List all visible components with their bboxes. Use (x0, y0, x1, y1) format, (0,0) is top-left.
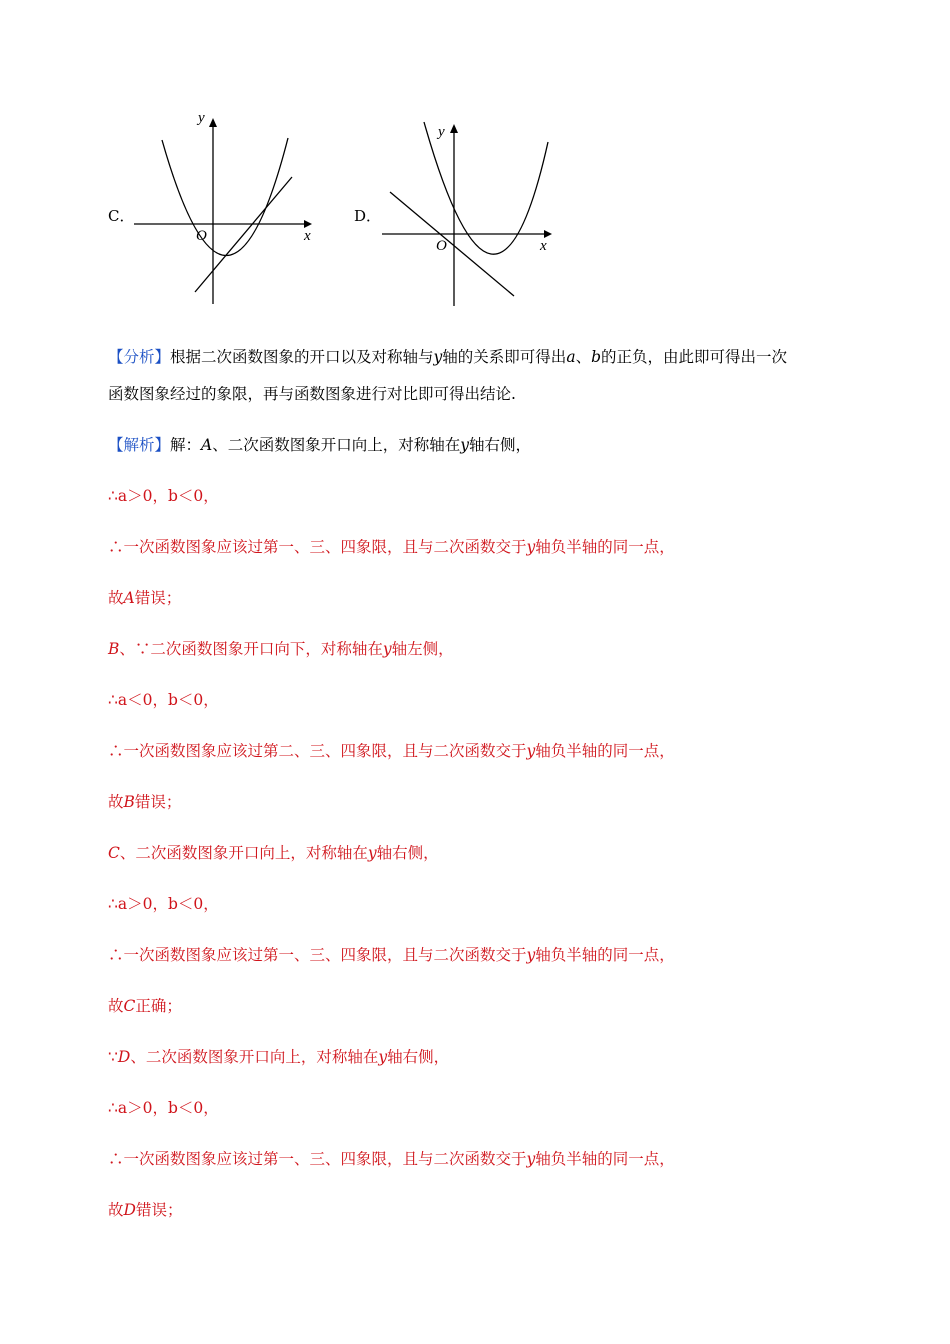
var-y: y (526, 1150, 536, 1168)
text: ∴一次函数图象应该过第一、三、四象限，且与二次函数交于 (108, 946, 527, 964)
x-axis-arrow (544, 230, 552, 238)
solution-line (108, 535, 675, 557)
var: C (123, 997, 136, 1015)
var-y: y (378, 1048, 388, 1066)
option-d-label: D． (354, 207, 382, 225)
text: ∴一次函数图象应该过第二、三、四象限，且与二次函数交于 (108, 742, 527, 760)
text: 轴右侧， (376, 844, 439, 862)
x-axis-label: x (540, 238, 547, 254)
solution-bracket-label: 【解析】 (108, 436, 171, 454)
var-y: y (382, 640, 392, 658)
solution-text: 解： (170, 436, 202, 454)
origin-label: O (436, 238, 447, 254)
var-y: y (526, 538, 536, 556)
var-y: y (367, 844, 377, 862)
text: 轴负半轴的同一点， (535, 946, 675, 964)
x-axis-arrow (304, 220, 312, 228)
solution-line: ∴a＞0，b＜0， (108, 487, 219, 505)
y-axis-arrow (450, 124, 458, 133)
option-c-label: C． (108, 207, 135, 225)
solution-text: 轴右侧， (469, 436, 532, 454)
analysis-text: 根据二次函数图象的开口以及对称轴与 (170, 348, 434, 366)
text: 轴右侧， (387, 1048, 450, 1066)
text: ∴一次函数图象应该过第一、三、四象限，且与二次函数交于 (108, 1150, 527, 1168)
text: 错误； (135, 1201, 183, 1219)
origin-label: O (196, 228, 207, 244)
solution-line (108, 790, 181, 812)
graph-d (378, 118, 568, 308)
solution-line (108, 1147, 675, 1169)
var: C (108, 844, 120, 862)
analysis-text: 轴的关系即可得出 (442, 348, 567, 366)
solution-text: 、二次函数图象开口向上，对称轴在 (212, 436, 461, 454)
solution-intro (108, 433, 531, 455)
solution-line (108, 586, 181, 608)
text: ∵ (108, 1048, 118, 1066)
text: 轴负半轴的同一点， (535, 538, 675, 556)
text: 故 (108, 997, 124, 1015)
var: A (123, 589, 135, 607)
solution-line (108, 1045, 449, 1067)
solution-line (108, 739, 675, 761)
solution-line: ∴a＞0，b＜0， (108, 895, 219, 913)
text: 故 (108, 589, 124, 607)
var: B (123, 793, 135, 811)
parabola (162, 138, 288, 256)
var-a: a (566, 348, 576, 366)
text: 轴负半轴的同一点， (535, 1150, 675, 1168)
text: 正确； (135, 997, 182, 1015)
solution-line: ∴a＞0，b＜0， (108, 1099, 219, 1117)
linear-function (195, 177, 292, 292)
var-y: y (433, 348, 443, 366)
analysis-line-1 (108, 345, 787, 367)
y-axis-label: y (198, 112, 205, 126)
text: 错误； (134, 589, 182, 607)
y-axis-arrow (209, 118, 217, 127)
graph-c (130, 112, 320, 308)
var: B (108, 640, 120, 658)
analysis-bracket-label: 【分析】 (108, 348, 171, 366)
var-A: A (201, 436, 213, 454)
var-y: y (526, 742, 536, 760)
solution-line (108, 943, 675, 965)
text: 、二次函数图象开口向上，对称轴在 (130, 1048, 379, 1066)
analysis-text: 的正负，由此即可得出一次 (601, 348, 788, 366)
text: 错误； (134, 793, 182, 811)
var-y: y (526, 946, 536, 964)
var-y: y (460, 436, 470, 454)
x-axis-label: x (304, 228, 311, 244)
var: D (123, 1201, 136, 1219)
solution-line (108, 1198, 182, 1220)
text: 、二次函数图象开口向上，对称轴在 (119, 844, 368, 862)
analysis-line-2: 函数图象经过的象限，再与函数图象进行对比即可得出结论. (108, 385, 516, 403)
solution-line (108, 994, 182, 1016)
text: ∴一次函数图象应该过第一、三、四象限，且与二次函数交于 (108, 538, 527, 556)
text: 轴左侧， (391, 640, 454, 658)
text: 轴负半轴的同一点， (535, 742, 675, 760)
text: 故 (108, 1201, 124, 1219)
linear-function (390, 192, 514, 296)
var-b: b (591, 348, 602, 366)
y-axis-label: y (438, 124, 445, 140)
text: 、∵二次函数图象开口向下，对称轴在 (119, 640, 383, 658)
var: D (117, 1048, 131, 1066)
separator: 、 (575, 348, 592, 366)
text: 故 (108, 793, 124, 811)
solution-line (108, 841, 439, 863)
solution-line: ∴a＜0，b＜0， (108, 691, 219, 709)
solution-line (108, 637, 454, 659)
